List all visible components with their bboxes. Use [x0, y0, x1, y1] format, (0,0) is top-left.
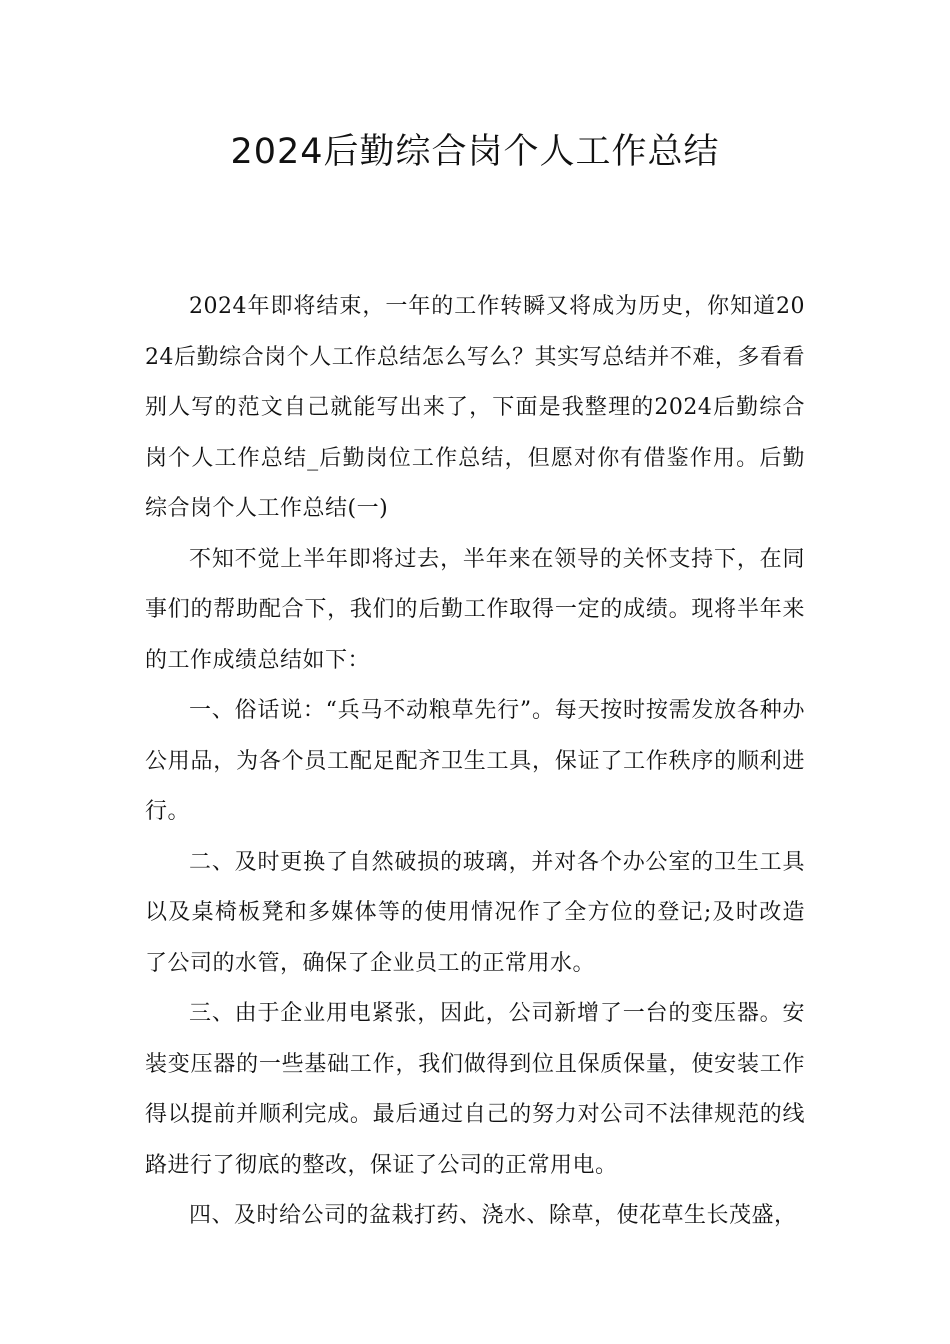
paragraph-item-2: 二、及时更换了自然破损的玻璃，并对各个办公室的卫生工具以及桌椅板凳和多媒体等的使用情况作了全方位的登记;及时改造了公司的水管，确保了企业员工的正常用水。: [145, 849, 805, 976]
paragraph-item-1: 一、俗话说：“兵马不动粮草先行”。每天按时按需发放各种办公用品，为各个员工配足配齐卫生工具，保证了工作秩序的顺利进行。: [145, 698, 805, 824]
document-title: 2024后勤综合岗个人工作总结: [230, 132, 720, 172]
paragraph-item-4: 四、及时给公司的盆栽打药、浇水、除草，使花草生长茂盛，: [189, 1203, 797, 1228]
paragraph-overview: 不知不觉上半年即将过去，半年来在领导的关怀支持下，在同事们的帮助配合下，我们的后勤工作取得一定的成绩。现将半年来的工作成绩总结如下：: [145, 546, 805, 673]
paragraph-item-3: 三、由于企业用电紧张，因此，公司新增了一台的变压器。安装变压器的一些基础工作，我们做得到位且保质保量，使安装工作得以提前并顺利完成。最后通过自己的努力对公司不法律规范的线路进行了彻底的整改，保证了公司的正常用电。: [145, 1001, 805, 1178]
paragraph-intro: 2024年即将结束，一年的工作转瞬又将成为历史，你知道2024后勤综合岗个人工作总结怎么写么？其实写总结并不难，多看看别人写的范文自己就能写出来了，下面是我整理的2024后勤综合岗个人工作总结_后勤岗位工作总结，但愿对你有借鉴作用。后勤综合岗个人工作总结(一): [145, 294, 805, 521]
document-body: [145, 282, 805, 1242]
